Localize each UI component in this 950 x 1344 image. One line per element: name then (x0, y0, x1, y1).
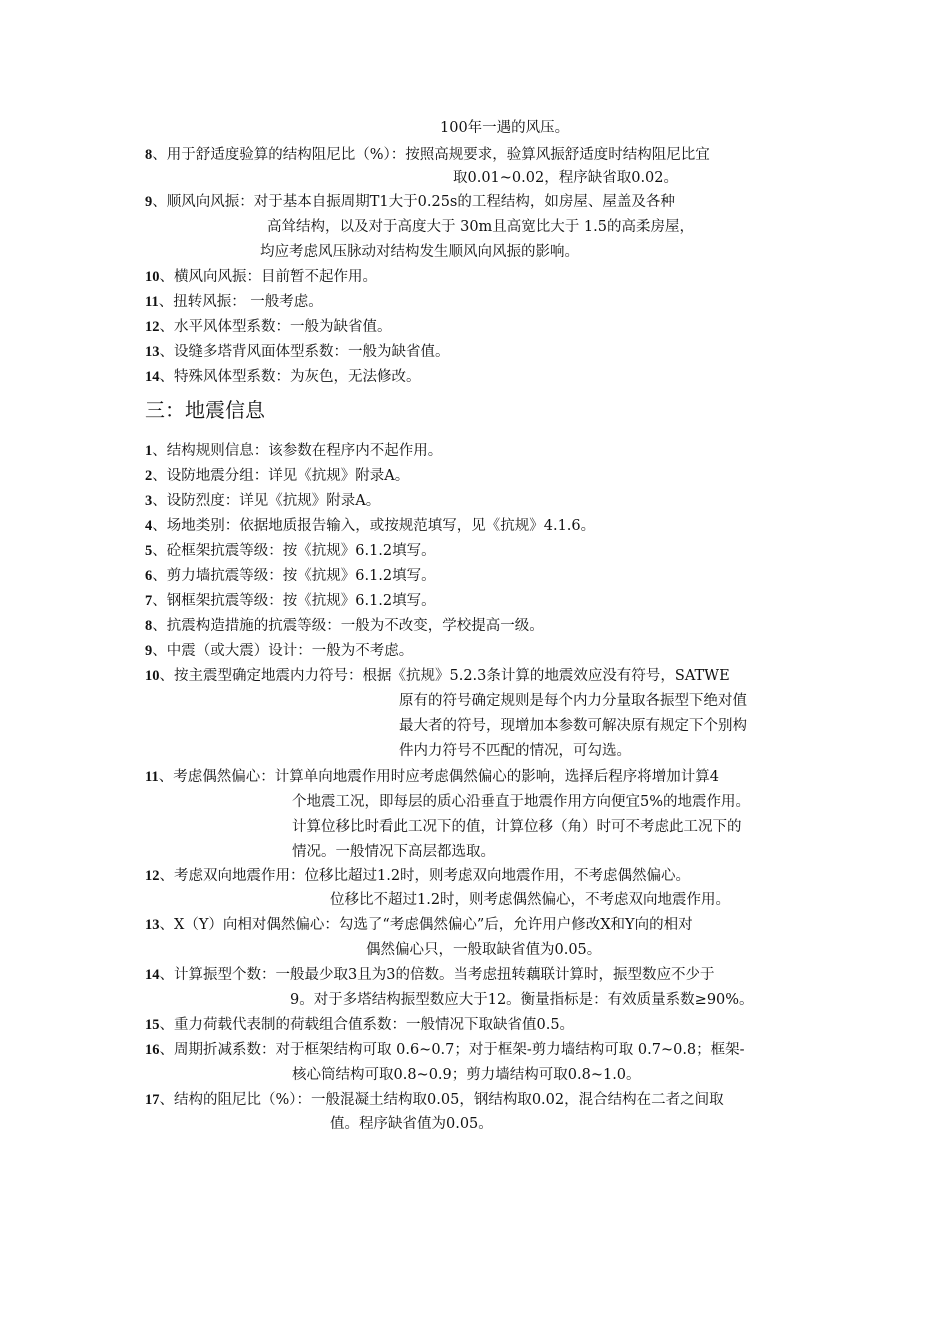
list-item-period-reduction (145, 1040, 745, 1060)
item-text-continuation: 取0.01~0.02，程序缺省取0.02。 (453, 170, 679, 186)
item-separator: 、 (152, 443, 167, 459)
item-number: 12 (145, 319, 160, 335)
item-number: 10 (145, 269, 160, 285)
item-text: 一般为缺省值。 (290, 319, 392, 335)
item-text: 目前暂不起作用。 (261, 269, 377, 285)
item-text: 根据《抗规》5.2.3条计算的地震效应没有符号，SATWE (362, 668, 730, 684)
item-separator: 、 (159, 1092, 174, 1108)
item-separator: 、 (159, 1042, 174, 1058)
item-label: 重力荷载代表制的荷载组合值系数： (174, 1017, 406, 1033)
item-label: 钢框架抗震等级： (166, 593, 283, 609)
item-number: 16 (145, 1042, 160, 1058)
item-label: 计算振型个数： (174, 967, 276, 983)
item-label: 周期折减系数： (174, 1042, 276, 1058)
item-separator: 、 (159, 668, 174, 684)
item-number: 15 (145, 1017, 160, 1033)
list-item-bidirectional-seismic (145, 866, 690, 886)
item-separator: 、 (159, 344, 174, 360)
item-separator: 、 (152, 147, 167, 163)
list-item-along-wind-vibration (145, 192, 675, 212)
item-separator: 、 (152, 518, 167, 534)
item-label: 剪力墙抗震等级： (166, 568, 283, 584)
item-number: 6 (145, 568, 153, 584)
item-label: 抗震构造措施的抗震等级： (166, 618, 341, 634)
item-number: 4 (145, 518, 153, 534)
item-label: 结构规则信息： (166, 443, 269, 459)
item-label: 结构的阻尼比（%）： (174, 1092, 312, 1108)
item-text: 一般为不改变，学校提高一级。 (340, 618, 544, 634)
item-separator: 、 (158, 769, 174, 785)
item-separator: 、 (152, 593, 167, 609)
item-number: 5 (145, 543, 153, 559)
item-separator: 、 (152, 568, 167, 584)
item-separator: 、 (159, 967, 174, 983)
list-item-fortification-intensity (145, 491, 380, 511)
item-separator: 、 (159, 868, 174, 884)
item-label: 横风向风振： (174, 269, 261, 285)
list-item-structure-damping (145, 1090, 724, 1110)
item-number: 7 (145, 593, 153, 609)
item-text: 按《抗规》6.1.2填写。 (282, 568, 436, 584)
list-item-structure-regularity (145, 441, 442, 461)
item-separator: 、 (152, 493, 167, 509)
item-text: 一般为不考虑。 (311, 643, 414, 659)
list-item-comfort-damping (145, 145, 710, 165)
item-text-continuation: 高耸结构，以及对于高度大于 30m且高宽比大于 1.5的高柔房屋， (267, 219, 694, 235)
item-label: 顺风向风振： (166, 194, 254, 210)
list-item-cross-wind-vibration (145, 267, 377, 287)
item-separator: 、 (152, 543, 167, 559)
item-number: 11 (145, 294, 159, 310)
item-text: 详见《抗规》附录A。 (239, 493, 381, 509)
item-text: 一般为缺省值。 (348, 344, 450, 360)
wind-pressure-continuation: 100年一遇的风压。 (440, 120, 570, 136)
item-text: 依据地质报告输入，或按规范填写，见《抗规》4.1.6。 (239, 518, 596, 534)
item-text-continuation: 偶然偏心只，一般取缺省值为0.05。 (366, 942, 602, 958)
item-separator: 、 (158, 294, 174, 310)
list-item-mode-count (145, 965, 714, 985)
list-item-medium-large-earthquake (145, 641, 413, 661)
item-label: 扭转风振： (173, 294, 246, 310)
item-text: 对于框架结构可取 0.6~0.7；对于框架-剪力墙结构可取 0.7~0.8；框架- (275, 1042, 745, 1058)
item-text-continuation: 计算位移比时看此工况下的值，计算位移（角）时可不考虑此工况下的 (292, 819, 742, 835)
section-heading-seismic: 三：地震信息 (145, 398, 265, 422)
item-text-continuation: 9。对于多塔结构振型数应大于12。衡量指标是：有效质量系数≥90%。 (290, 992, 754, 1008)
item-number: 1 (145, 443, 153, 459)
item-separator: 、 (159, 1017, 174, 1033)
item-text-continuation: 位移比不超过1.2时，则考虑偶然偏心，不考虑双向地震作用。 (330, 892, 731, 908)
item-label: 水平风体型系数： (174, 319, 290, 335)
list-item-steel-frame-grade (145, 591, 436, 611)
item-number: 9 (145, 194, 153, 210)
item-label: 设防地震分组： (166, 468, 269, 484)
item-number: 3 (145, 493, 153, 509)
item-text: 对于基本自振周期T1大于0.25s的工程结构，如房屋、屋盖及各种 (253, 194, 675, 210)
list-item-seismic-group (145, 466, 409, 486)
list-item-shear-wall-grade (145, 566, 436, 586)
item-number: 14 (145, 967, 160, 983)
item-label: 按主震型确定地震内力符号： (174, 668, 363, 684)
list-item-detailing-grade (145, 616, 544, 636)
item-number: 17 (145, 1092, 160, 1108)
item-text: 一般考虑。 (245, 294, 323, 310)
item-text: 该参数在程序内不起作用。 (268, 443, 443, 459)
item-number: 13 (145, 344, 160, 360)
item-label: 用于舒适度验算的结构阻尼比（%）： (166, 147, 406, 163)
item-separator: 、 (152, 643, 167, 659)
item-text-continuation: 个地震工况，即每层的质心沿垂直于地震作用方向便宜5%的地震作用。 (292, 794, 751, 810)
item-separator: 、 (159, 917, 174, 933)
list-item-site-category (145, 516, 595, 536)
item-label: 考虑双向地震作用： (174, 868, 305, 884)
item-text: 一般最少取3且为3的倍数。当考虑扭转藕联计算时，振型数应不少于 (275, 967, 715, 983)
item-number: 9 (145, 643, 153, 659)
item-label: 场地类别： (166, 518, 240, 534)
item-number: 8 (145, 147, 153, 163)
list-item-concrete-frame-grade (145, 541, 436, 561)
item-text-continuation: 最大者的符号，现增加本参数可解决原有规定下个别构 (399, 718, 747, 734)
item-separator: 、 (159, 319, 174, 335)
item-number: 13 (145, 917, 160, 933)
item-text-continuation: 核心筒结构可取0.8~0.9；剪力墙结构可取0.8~1.0。 (292, 1067, 641, 1083)
item-number: 2 (145, 468, 153, 484)
item-text: 位移比超过1.2时，则考虑双向地震作用，不考虑偶然偏心。 (304, 868, 691, 884)
item-label: 中震（或大震）设计： (166, 643, 312, 659)
item-text: 按《抗规》6.1.2填写。 (282, 543, 436, 559)
item-text-continuation: 均应考虑风压脉动对结构发生顺风向风振的影响。 (260, 244, 579, 260)
list-item-torsional-wind-vibration (145, 292, 323, 312)
item-text: 详见《抗规》附录A。 (268, 468, 410, 484)
item-label: 特殊风体型系数： (174, 369, 290, 385)
list-item-horizontal-shape-coeff (145, 317, 392, 337)
item-text: 一般混凝土结构取0.05，钢结构取0.02，混合结构在二者之间取 (311, 1092, 724, 1108)
item-text-continuation: 件内力符号不匹配的情况，可勾选。 (399, 743, 631, 759)
list-item-special-shape-coeff (145, 367, 421, 387)
item-text-continuation: 原有的符号确定规则是每个内力分量取各振型下绝对值 (399, 693, 747, 709)
item-text: 为灰色，无法修改。 (290, 369, 421, 385)
item-separator: 、 (152, 194, 167, 210)
list-item-accidental-eccentricity (145, 767, 719, 787)
list-item-gravity-combination-coeff (145, 1015, 574, 1035)
item-text: 按《抗规》6.1.2填写。 (282, 593, 436, 609)
item-text: 按照高规要求，验算风振舒适度时结构阻尼比宜 (405, 147, 710, 163)
item-number: 14 (145, 369, 160, 385)
item-text: 计算单向地震作用时应考虑偶然偏心的影响，选择后程序将增加计算4 (274, 769, 719, 785)
item-separator: 、 (152, 618, 167, 634)
list-item-relative-eccentricity (145, 915, 693, 935)
item-label: 考虑偶然偏心： (173, 769, 275, 785)
list-item-leeward-shape-coeff (145, 342, 450, 362)
item-number: 10 (145, 668, 160, 684)
item-text: 一般情况下取缺省值0.5。 (406, 1017, 575, 1033)
item-number: 8 (145, 618, 153, 634)
item-number: 11 (145, 769, 159, 785)
item-label: 设防烈度： (166, 493, 240, 509)
item-label: 设缝多塔背风面体型系数： (174, 344, 348, 360)
item-number: 12 (145, 868, 160, 884)
item-label: X（Y）向相对偶然偏心： (174, 917, 339, 933)
item-text-continuation: 情况。一般情况下高层都选取。 (292, 844, 495, 860)
item-separator: 、 (159, 269, 174, 285)
item-separator: 、 (152, 468, 167, 484)
item-text: 勾选了“考虑偶然偏心”后，允许用户修改X和Y向的相对 (338, 917, 693, 933)
item-text-continuation: 值。程序缺省值为0.05。 (330, 1116, 493, 1132)
item-separator: 、 (159, 369, 174, 385)
list-item-main-mode-sign (145, 666, 730, 686)
item-label: 砼框架抗震等级： (166, 543, 283, 559)
